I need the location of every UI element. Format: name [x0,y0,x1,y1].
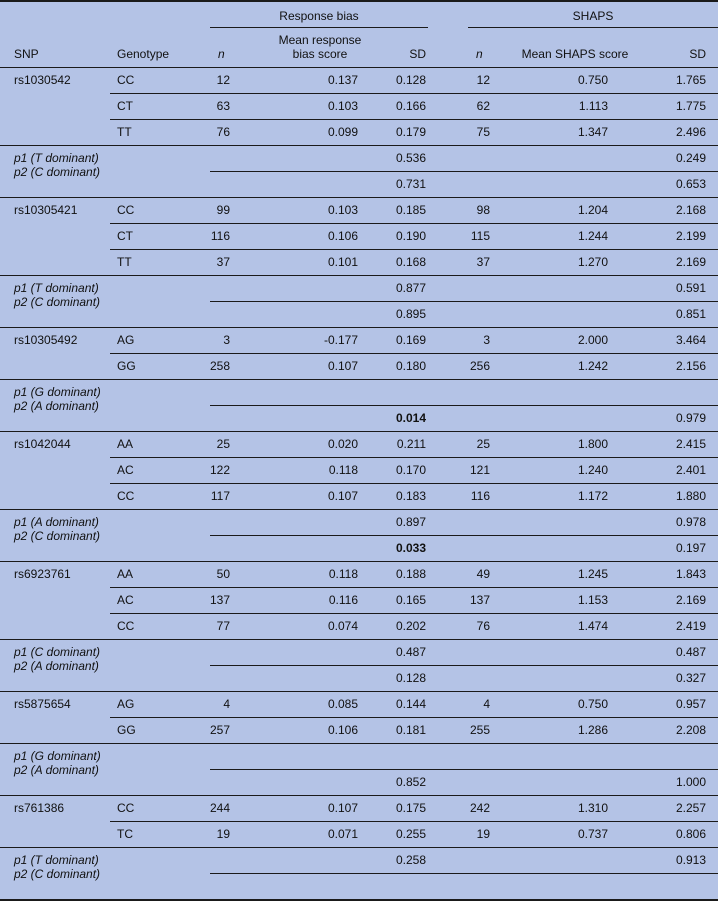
p2-rb-value: 0.033 [395,541,426,555]
p1-rb-value: 0.877 [395,281,426,295]
sd-shaps-cell: 0.957 [675,697,706,711]
group-bottom-rule [0,561,718,562]
p-value-divider [210,535,718,536]
sd-shaps-cell: 1.880 [675,489,706,503]
p1-label: p1 (T dominant) [14,281,99,295]
sd-rb-cell: 0.169 [395,333,426,347]
group-bottom-rule [0,431,718,432]
sd-shaps-cell: 1.775 [675,99,706,113]
mean-shaps-cell: 1.347 [577,125,608,139]
sd-rb-cell: 0.180 [395,359,426,373]
sd-rb-cell: 0.168 [395,255,426,269]
mean-rb-cell: 0.071 [327,827,358,841]
response-bias-header-rule [210,27,428,28]
sd-shaps-cell: 2.401 [675,463,706,477]
genotype-cell: AA [117,567,134,581]
mean-shaps-cell: 1.270 [577,255,608,269]
n-rb-cell: 3 [223,333,230,347]
mean-shaps-cell: 0.750 [577,73,608,87]
table-top-rule [0,0,718,2]
n-rb-cell: 116 [210,229,230,243]
sd-rb-column-header: SD [409,47,426,61]
p2-label: p2 (C dominant) [14,165,101,179]
p2-shaps-value: 1.000 [675,775,706,789]
sd-rb-cell: 0.190 [395,229,426,243]
mean-shaps-cell: 1.172 [577,489,608,503]
sd-rb-cell: 0.165 [395,593,426,607]
sd-rb-cell: 0.144 [395,697,426,711]
group-bottom-rule [0,327,718,328]
snp-label: rs6923761 [14,567,71,581]
genotype-row-divider [110,613,718,614]
p1-label: p1 (T dominant) [14,151,99,165]
sd-shaps-cell: 2.168 [675,203,706,217]
mean-rb-cell: 0.020 [327,437,358,451]
n-rb-cell: 19 [216,827,230,841]
n-rb-cell: 25 [216,437,230,451]
p1-label: p1 (T dominant) [14,853,99,867]
sd-shaps-cell: 2.415 [675,437,706,451]
p-value-divider [210,405,718,406]
sd-shaps-cell: 2.257 [675,801,706,815]
sd-shaps-cell: 2.419 [675,619,706,633]
sd-rb-cell: 0.175 [395,801,426,815]
genotype-cell: CC [117,73,135,87]
mean-shaps-cell: 1.242 [577,359,608,373]
n-rb-cell: 117 [210,489,230,503]
p1-label: p1 (G dominant) [14,385,101,399]
n-rb-cell: 37 [216,255,230,269]
p2-shaps-value: 0.979 [675,411,706,425]
sd-shaps-cell: 1.843 [675,567,706,581]
mean-shaps-cell: 0.750 [577,697,608,711]
p1-shaps-value: 0.487 [675,645,706,659]
genotype-row-divider [110,223,718,224]
group-bottom-rule [0,691,718,692]
mean-rb-cell: 0.099 [327,125,358,139]
mean-shaps-cell: 1.310 [577,801,608,815]
snp-label: rs1030542 [14,73,71,87]
p2-label: p2 (A dominant) [14,659,99,673]
n-rb-cell: 99 [216,203,230,217]
mean-rb-header-line2: bias score [292,47,348,61]
p-value-divider [210,665,718,666]
snp-label: rs1042044 [14,437,71,451]
p2-rb-value: 0.852 [395,775,426,789]
n-shaps-cell: 116 [470,489,490,503]
mean-shaps-cell: 1.153 [577,593,608,607]
sd-rb-cell: 0.185 [395,203,426,217]
sd-rb-cell: 0.211 [396,437,426,451]
p-value-divider [210,873,718,874]
n-shaps-cell: 75 [476,125,490,139]
n-shaps-column-header: n [476,47,483,61]
n-shaps-cell: 37 [476,255,490,269]
sd-rb-cell: 0.183 [395,489,426,503]
p2-rb-value: 0.895 [395,307,426,321]
n-shaps-cell: 255 [469,723,490,737]
mean-shaps-cell: 1.474 [577,619,608,633]
p2-rb-value: 0.014 [395,411,426,425]
genotype-cell: AA [117,437,134,451]
group-divider [0,275,718,276]
genotype-row-divider [110,457,718,458]
mean-rb-cell: 0.118 [328,567,358,581]
mean-shaps-cell: 1.245 [577,567,608,581]
mean-shaps-cell: 0.737 [577,827,608,841]
group-bottom-rule [0,197,718,198]
genotype-cell: AC [117,593,134,607]
sd-shaps-cell: 2.169 [675,255,706,269]
snp-label: rs10305421 [14,203,78,217]
group-divider [0,847,718,848]
group-divider [0,639,718,640]
snp-label: rs10305492 [14,333,78,347]
p2-label: p2 (A dominant) [14,763,99,777]
sd-shaps-cell: 2.156 [675,359,706,373]
mean-rb-cell: -0.177 [323,333,358,347]
p-value-divider [210,769,718,770]
n-rb-cell: 63 [216,99,230,113]
n-shaps-cell: 98 [476,203,490,217]
mean-shaps-cell: 1.204 [577,203,608,217]
mean-shaps-cell: 1.286 [577,723,608,737]
mean-shaps-cell: 2.000 [577,333,608,347]
genotype-cell: CT [117,99,133,113]
sd-rb-cell: 0.255 [395,827,426,841]
sd-rb-cell: 0.166 [395,99,426,113]
p1-rb-value: 0.487 [395,645,426,659]
p2-rb-value: 0.128 [395,671,426,685]
snp-label: rs761386 [14,801,65,815]
n-rb-cell: 258 [209,359,230,373]
n-shaps-cell: 62 [476,99,490,113]
mean-shaps-column-header: Mean SHAPS score [521,47,629,61]
n-rb-cell: 12 [216,73,230,87]
p1-label: p1 (A dominant) [14,515,99,529]
genotype-cell: CC [117,801,135,815]
n-shaps-cell: 25 [476,437,490,451]
sd-rb-cell: 0.202 [395,619,426,633]
n-shaps-cell: 137 [469,593,490,607]
genotype-row-divider [110,587,718,588]
n-shaps-cell: 4 [483,697,490,711]
mean-shaps-cell: 1.244 [577,229,608,243]
p1-rb-value: 0.536 [395,151,426,165]
genotype-cell: AG [117,697,135,711]
mean-rb-cell: 0.107 [327,359,358,373]
p1-rb-value: 0.258 [395,853,426,867]
sd-rb-cell: 0.179 [395,125,426,139]
n-rb-cell: 257 [209,723,230,737]
sd-shaps-cell: 2.199 [675,229,706,243]
p1-shaps-value: 0.978 [675,515,706,529]
mean-rb-cell: 0.137 [327,73,358,87]
genotype-cell: TT [117,255,132,269]
p2-label: p2 (C dominant) [14,529,101,543]
group-divider [0,145,718,146]
mean-rb-header-line1: Mean response [278,33,362,47]
group-divider [0,509,718,510]
mean-rb-cell: 0.107 [327,489,358,503]
sd-shaps-cell: 1.765 [675,73,706,87]
p2-label: p2 (C dominant) [14,867,101,881]
p2-label: p2 (C dominant) [14,295,101,309]
mean-shaps-cell: 1.800 [577,437,608,451]
snp-column-header: SNP [14,47,39,61]
p-value-divider [210,301,718,302]
p-value-divider [210,171,718,172]
mean-rb-cell: 0.118 [328,463,358,477]
genotype-cell: CC [117,619,135,633]
p2-shaps-value: 0.653 [675,177,706,191]
genotype-cell: GG [117,359,136,373]
sd-rb-cell: 0.181 [395,723,426,737]
n-rb-cell: 50 [216,567,230,581]
genotype-row-divider [110,483,718,484]
n-shaps-cell: 242 [469,801,490,815]
mean-rb-cell: 0.103 [327,99,358,113]
n-shaps-cell: 49 [476,567,490,581]
n-rb-cell: 76 [216,125,230,139]
mean-rb-cell: 0.101 [327,255,358,269]
p2-label: p2 (A dominant) [14,399,99,413]
p1-shaps-value: 0.913 [675,853,706,867]
group-bottom-rule [0,795,718,796]
p1-label: p1 (G dominant) [14,749,101,763]
n-shaps-cell: 3 [483,333,490,347]
n-rb-cell: 77 [216,619,230,633]
sd-rb-cell: 0.170 [395,463,426,477]
p1-shaps-value: 0.591 [675,281,706,295]
mean-rb-cell: 0.103 [327,203,358,217]
genotype-row-divider [110,249,718,250]
genotype-column-header: Genotype [117,47,170,61]
n-rb-cell: 4 [223,697,230,711]
mean-rb-cell: 0.106 [327,229,358,243]
genotype-cell: AG [117,333,135,347]
mean-shaps-cell: 1.113 [578,99,608,113]
sd-shaps-cell: 0.806 [675,827,706,841]
genotype-row-divider [110,119,718,120]
snp-label: rs5875654 [14,697,71,711]
n-shaps-cell: 76 [476,619,490,633]
p1-rb-value: 0.897 [395,515,426,529]
mean-rb-cell: 0.085 [327,697,358,711]
p1-shaps-value: 0.249 [675,151,706,165]
sd-shaps-cell: 3.464 [675,333,706,347]
genotype-cell: TT [117,125,132,139]
genotype-row-divider [110,821,718,822]
p1-label: p1 (C dominant) [14,645,101,659]
mean-rb-cell: 0.106 [327,723,358,737]
n-shaps-cell: 115 [470,229,490,243]
mean-shaps-cell: 1.240 [577,463,608,477]
genotype-cell: TC [117,827,133,841]
sd-shaps-cell: 2.169 [675,593,706,607]
genotype-row-divider [110,717,718,718]
p2-shaps-value: 0.851 [675,307,706,321]
n-shaps-cell: 121 [469,463,490,477]
n-rb-cell: 244 [209,801,230,815]
genotype-row-divider [110,353,718,354]
genotype-row-divider [110,93,718,94]
n-shaps-cell: 12 [476,73,490,87]
genotype-cell: GG [117,723,136,737]
group-divider [0,379,718,380]
n-rb-cell: 122 [209,463,230,477]
n-shaps-cell: 19 [476,827,490,841]
n-rb-cell: 137 [209,593,230,607]
mean-rb-cell: 0.107 [327,801,358,815]
p2-shaps-value: 0.197 [675,541,706,555]
mean-rb-cell: 0.116 [328,593,358,607]
response-bias-header: Response bias [279,9,359,23]
sd-rb-cell: 0.188 [395,567,426,581]
sd-rb-cell: 0.128 [395,73,426,87]
p2-shaps-value: 0.327 [675,671,706,685]
shaps-header-rule [468,27,718,28]
genotype-cell: CC [117,203,135,217]
mean-rb-cell: 0.074 [327,619,358,633]
shaps-header: SHAPS [572,9,614,23]
sd-shaps-cell: 2.208 [675,723,706,737]
n-shaps-cell: 256 [469,359,490,373]
genotype-cell: CC [117,489,135,503]
sd-shaps-cell: 2.496 [675,125,706,139]
genotype-cell: AC [117,463,134,477]
sd-shaps-column-header: SD [689,47,706,61]
n-rb-column-header: n [218,47,225,61]
group-divider [0,743,718,744]
genotype-cell: CT [117,229,133,243]
p2-rb-value: 0.731 [395,177,426,191]
header-bottom-rule [0,67,718,68]
